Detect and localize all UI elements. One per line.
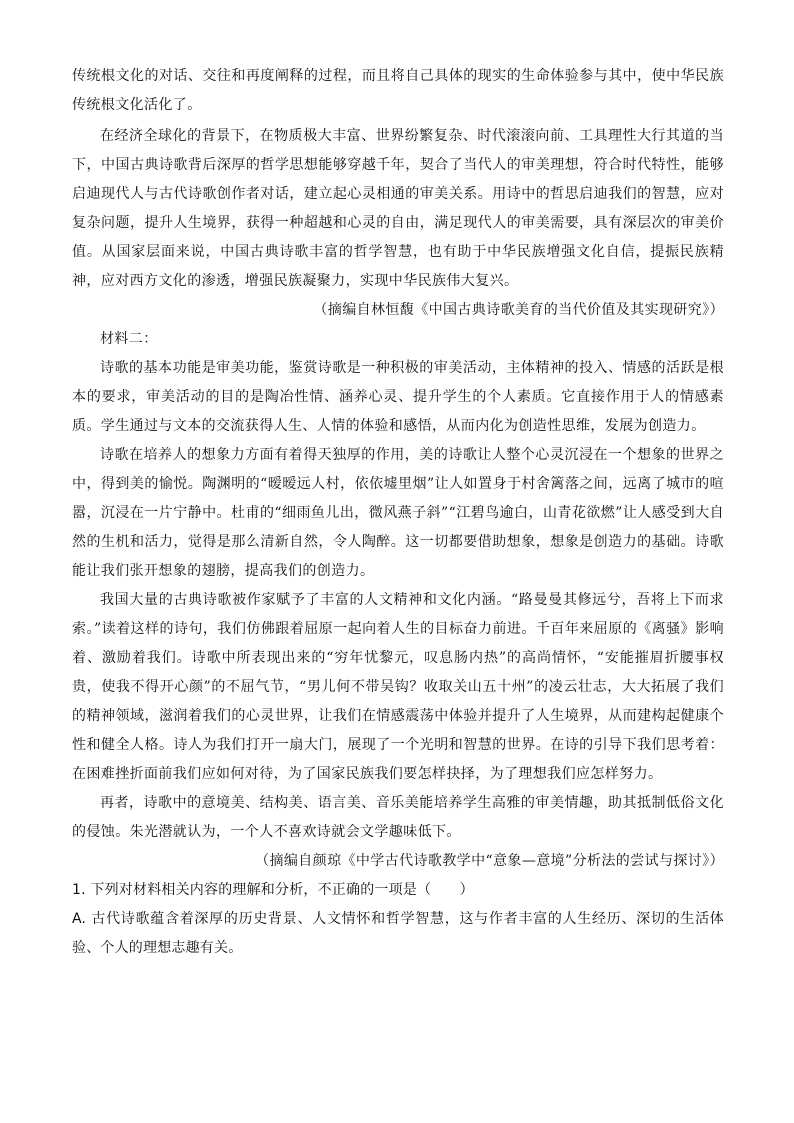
material2-heading: 材料二： bbox=[100, 331, 158, 347]
document-page bbox=[72, 62, 724, 963]
material2-paragraph-1: 诗歌的基本功能是审美功能，鉴赏诗歌是一种积极的审美活动，主体精神的投入、情感的活跃是根本的要求，审美活动的目的是陶冶性情、涵养心灵、提升学生的个人素质。它直接作用于人的情感素质。学生通过与文本的交流获得人生、人情的体验和感悟，从而内化为创造性思维，发展为创造力。 bbox=[72, 360, 724, 434]
material1-paragraph: 在经济全球化的背景下，在物质极大丰富、世界纷繁复杂、时代滚滚向前、工具理性大行其道的当下，中国古典诗歌背后深厚的哲学思想能够穿越千年，契合了当代人的审美理想，符合时代特性，能够启迪现代人与古代诗歌创作者对话，建立起心灵相通的审美关系。用诗中的哲思启迪我们的智慧，应对复杂问题，提升人生境界，获得一种超越和心灵的自由，满足现代人的审美需要，具有深层次的审美价值。从国家层面来说，中国古典诗歌丰富的哲学智慧，也有助于中华民族增强文化自信，提振民族精神，应对西方文化的渗透，增强民族凝聚力，实现中华民族伟大复兴。 bbox=[72, 128, 724, 289]
question-1-stem: 1. 下列对材料相关内容的理解和分析，不正确的一项是（ ） bbox=[72, 882, 474, 898]
material1-source: （摘编自林恒馥《中国古典诗歌美育的当代价值及其实现研究》） bbox=[313, 302, 724, 318]
material2-paragraph-3: 我国大量的古典诗歌被作家赋予了丰富的人文精神和文化内涵。“路曼曼其修远兮，吾将上下而求索。”读着这样的诗句，我们仿佛跟着屈原一起向着人生的目标奋力前进。千百年来屈原的《离骚》影响着、激励着我们。诗歌中所表现出来的“穷年忧黎元，叹息肠内热”的高尚情怀，“安能摧眉折腰事权贵，使我不得开心颜”的不屈气节，“男儿何不带吴钩？收取关山五十州”的凌云壮志，大大拓展了我们的精神领域，滋润着我们的心灵世界，让我们在情感震荡中体验并提升了人生境界，从而建构起健康个性和健全人格。诗人为我们打开一扇大门，展现了一个光明和智慧的世界。在诗的引导下我们思考着：在困难挫折面前我们应如何对待，为了国家民族我们要怎样抉择，为了理想我们应怎样努力。 bbox=[72, 592, 724, 782]
question-1-option-a: A. 古代诗歌蕴含着深厚的历史背景、人文情怀和哲学智慧，这与作者丰富的人生经历、深切的生活体验、个人的理想志趣有关。 bbox=[72, 911, 724, 956]
material1-continued-paragraph: 传统根文化的对话、交往和再度阐释的过程，而且将自己具体的现实的生命体验参与其中，使中华民族传统根文化活化了。 bbox=[72, 68, 724, 113]
material2-paragraph-4: 再者，诗歌中的意境美、结构美、语言美、音乐美能培养学生高雅的审美情趣，助其抵制低俗文化的侵蚀。朱光潜就认为，一个人不喜欢诗就会文学趣味低下。 bbox=[72, 795, 724, 840]
material2-paragraph-2: 诗歌在培养人的想象力方面有着得天独厚的作用，美的诗歌让人整个心灵沉浸在一个想象的世界之中，得到美的愉悦。陶渊明的“暧暧远人村，依依墟里烟”让人如置身于村舍篱落之间，远离了城市的喧嚣，沉浸在一片宁静中。杜甫的“细雨鱼儿出，微风燕子斜”“江碧鸟逾白，山青花欲燃”让人感受到大自然的生机和活力，觉得是那么清新自然，令人陶醉。这一切都要借助想象，想象是创造力的基础。诗歌能让我们张开想象的翅膀，提高我们的创造力。 bbox=[72, 447, 724, 579]
material2-source: （摘编自颜琼《中学古代诗歌教学中“意象—意境”分析法的尝试与探讨》） bbox=[255, 853, 724, 869]
